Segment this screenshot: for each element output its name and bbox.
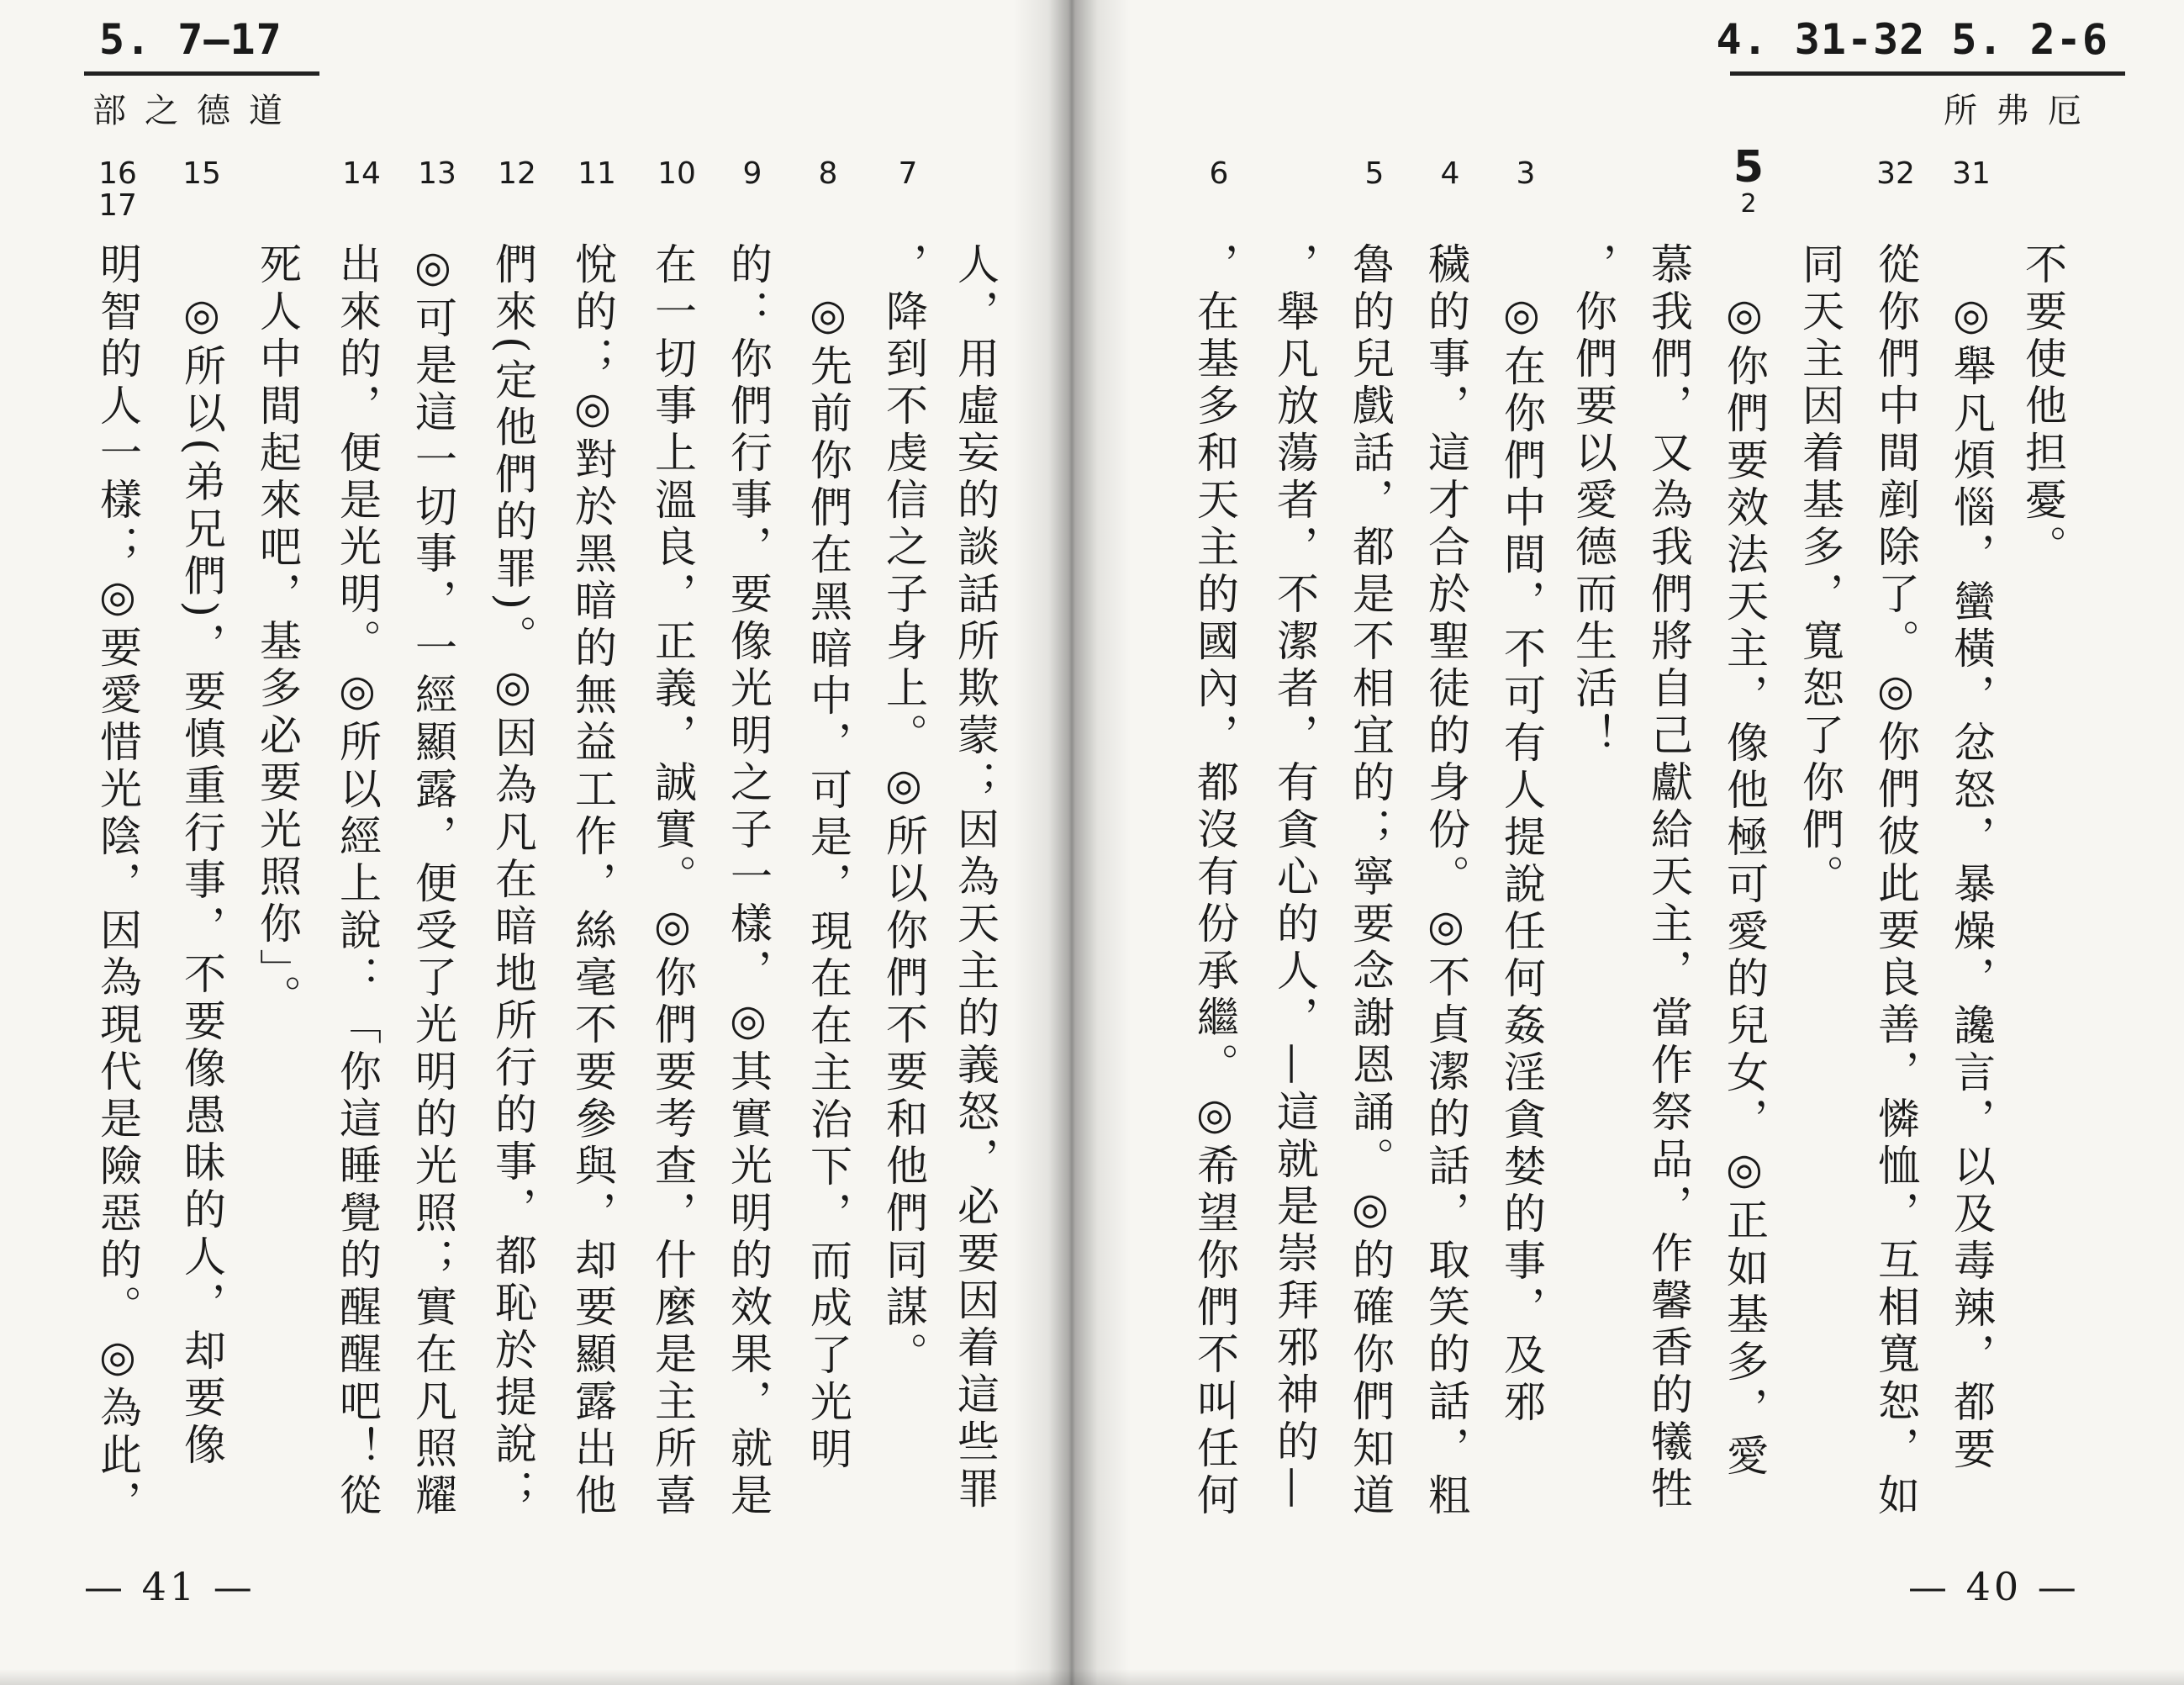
page-number: — 40 — [1908, 1564, 2080, 1609]
text-column: ，舉凡放蕩者，不潔者，有貪心的人，—這就是崇拜邪神的— [1270, 242, 1319, 1513]
text-column: ，在基多和天主的國內，都沒有份承繼。◎希望你們不叫任何 [1190, 242, 1239, 1520]
text-column: 死人中間起來吧，基多必要光照你」。 [253, 242, 302, 1022]
verse-number: 12 [498, 156, 536, 191]
verse-number: 31 [1952, 156, 1991, 191]
text-column: ◎舉凡煩惱，蠻橫，忿怒，暴燥，讒言，以及毒辣，都要 [1947, 290, 1996, 1474]
text-column: ◎你們要效法天主，像他極可愛的兒女，◎正如基多，愛 [1720, 290, 1769, 1481]
text-column: 不要使他担憂。 [2018, 242, 2067, 572]
text-column: ，你們要以愛德而生活！ [1569, 242, 1617, 760]
text-column: 悅的；◎對於黑暗的無益工作，絲毫不要參與，却要顯露出他 [568, 242, 617, 1520]
verse-number: 7 [898, 156, 918, 191]
left-page [0, 0, 1068, 1685]
right-page [1068, 0, 2184, 1685]
verse-number: 3 [1516, 156, 1536, 191]
verse-number: 4 [1440, 156, 1460, 191]
header-rule [84, 71, 319, 76]
text-column: ◎先前你們在黑暗中，可是，現在在主治下，而成了光明 [804, 290, 852, 1474]
verse-number: 11 [578, 156, 616, 191]
text-column: 們來(定他們的罪)。◎因為凡在暗地所行的事，都恥於提說； [488, 242, 537, 1517]
chapter-verse-reference: 5. 7—17 [99, 15, 282, 64]
verse-number: 32 [1876, 156, 1915, 191]
header-rule [1730, 71, 2125, 76]
chapter-verse-number: 5 2 [1733, 142, 1765, 219]
text-column: 慕我們，又為我們將自己獻給天主，當作祭品，作馨香的犧牲 [1644, 242, 1693, 1513]
text-column: 魯的兒戲話，都是不相宜的；寧要念謝恩誦。◎的確你們知道 [1346, 242, 1395, 1520]
text-column: ◎所以(弟兄們)，要慎重行事，不要像愚昧的人，却要像 [177, 290, 226, 1471]
text-column: ，降到不虔信之子身上。◎所以你們不要和他們同謀。 [879, 242, 928, 1379]
verse-number: 16 17 [98, 156, 137, 223]
text-column: 穢的事，這才合於聖徒的身份。◎不貞潔的話，取笑的話，粗 [1422, 242, 1470, 1520]
verse-number: 5 [1364, 156, 1385, 191]
verse-number: 10 [657, 156, 696, 191]
verse-number: 13 [418, 156, 456, 191]
text-column: 在一切事上溫良，正義，誠實。◎你們要考查，什麼是主所喜 [648, 242, 697, 1520]
text-column: ◎在你們中間，不可有人提說任何姦淫貪婪的事，及邪 [1497, 290, 1546, 1427]
text-column: 的：你們行事，要像光明之子一樣，◎其實光明的效果，就是 [724, 242, 773, 1520]
page-bottom-edge [0, 1669, 2184, 1685]
chapter-verse-reference: 4. 31-32 5. 2-6 [1716, 15, 2108, 64]
text-column: ◎可是這一切事，一經顯露，便受了光明的光照；實在凡照耀 [409, 242, 457, 1520]
verse-number: 9 [742, 156, 762, 191]
text-column: 人，用虛妄的談話所欺蒙；因為天主的義怒，必要因着這些罪 [951, 242, 1000, 1513]
verse-number: 8 [818, 156, 838, 191]
book-title: 部之德道 [92, 92, 301, 130]
verse-number: 6 [1209, 156, 1229, 191]
text-column: 明智的人一樣；◎要愛惜光陰，因為現代是險惡的。◎為此， [93, 242, 142, 1527]
text-column: 同天主因着基多，寬恕了你們。 [1796, 242, 1844, 901]
page-number: — 41 — [84, 1564, 256, 1609]
book-title: 所弗厄 [1944, 92, 2100, 130]
text-column: 從你們中間剷除了。◎你們彼此要良善，憐恤，互相寬恕，如 [1871, 242, 1920, 1520]
verse-number: 15 [182, 156, 221, 191]
verse-number: 14 [342, 156, 381, 191]
text-column: 出來的，便是光明。◎所以經上說：「你這睡覺的醒醒吧！從 [333, 242, 382, 1520]
